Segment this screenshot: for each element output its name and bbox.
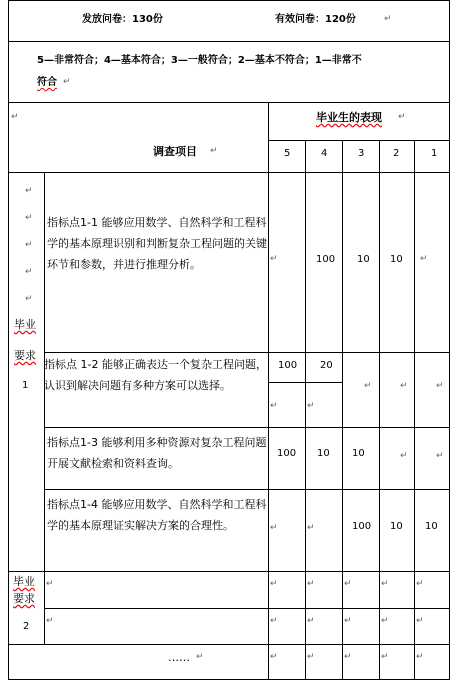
paragraph-mark: ↵ [307,579,315,589]
score-header-4: 4 [321,148,328,159]
requirement-1-label-line3: 1 [22,380,29,391]
distributed-count: 发放问卷：130份 [82,14,163,25]
paragraph-mark: ↵ [25,213,33,223]
indicator-1-4-score-2: 10 [390,521,403,532]
paragraph-mark: ↵ [307,523,315,533]
paragraph-mark: ↵ [344,616,352,626]
paragraph-mark: ↵ [63,77,71,87]
paragraph-mark: ↵ [398,112,406,122]
paragraph-mark: ↵ [210,146,218,156]
paragraph-mark: ↵ [25,186,33,196]
paragraph-mark: ↵ [11,112,19,122]
paragraph-mark: ↵ [436,451,444,461]
paragraph-mark: ↵ [270,523,278,533]
paragraph-mark: ↵ [416,579,424,589]
paragraph-mark: ↵ [400,381,408,391]
score-header-1: 1 [431,148,438,159]
score-header-5: 5 [284,148,291,159]
indicator-1-4-text: 指标点1-4 能够应用数学、自然科学和工程科学的基本原理证实解决方案的合理性。 [47,498,267,532]
paragraph-mark: ↵ [25,240,33,250]
paragraph-mark: ↵ [270,579,278,589]
indicator-1-3-score-3: 10 [352,448,365,459]
indicator-1-1-score-4: 100 [316,254,336,265]
scale-legend-line1: 5—非常符合；4—基本符合；3—一般符合；2—基本不符合；1—非常不 [37,55,362,66]
paragraph-mark: ↵ [381,652,389,662]
paragraph-mark: ↵ [46,579,54,589]
indicator-1-3-score-4: 10 [317,448,330,459]
paragraph-mark: ↵ [270,254,278,264]
paragraph-mark: ↵ [307,616,315,626]
paragraph-mark: ↵ [420,254,428,264]
indicator-1-3-score-5: 100 [277,448,297,459]
paragraph-mark: ↵ [307,401,315,411]
paragraph-mark: ↵ [196,652,204,662]
paragraph-mark: ↵ [270,401,278,411]
requirement-2-label-line1: 毕业 [13,575,35,588]
scale-legend-line2: 符合 [37,77,57,88]
indicator-1-4-score-3: 100 [352,521,372,532]
indicator-1-3-text: 指标点1-3 能够利用多种资源对复杂工程问题开展文献检索和资料查询。 [47,436,267,470]
paragraph-mark: ↵ [344,652,352,662]
paragraph-mark: ↵ [381,579,389,589]
graduate-performance-header: 毕业生的表现 [316,111,382,124]
survey-items-header: 调查项目 [153,145,197,158]
paragraph-mark: ↵ [25,294,33,304]
requirement-1-label-line1: 毕业 [14,318,36,331]
paragraph-mark: ↵ [416,652,424,662]
requirement-1-label-line2: 要求 [14,349,36,362]
requirement-2-label-line2: 要求 [13,592,35,605]
paragraph-mark: ↵ [25,267,33,277]
paragraph-mark: ↵ [344,579,352,589]
ellipsis: …… [168,651,190,664]
paragraph-mark: ↵ [364,381,372,391]
indicator-1-1-score-3: 10 [357,254,370,265]
indicator-1-1-score-2: 10 [390,254,403,265]
indicator-1-2-score-4: 20 [320,360,333,371]
requirement-2-label-line3: 2 [23,621,30,632]
indicator-1-1-text: 指标点1-1 能够应用数学、自然科学和工程科学的基本原理识别和判断复杂工程问题的关键环节和参数，并进行推理分析。 [47,216,267,271]
score-header-3: 3 [358,148,365,159]
valid-count: 有效问卷：120份 [275,14,356,25]
paragraph-mark: ↵ [270,652,278,662]
paragraph-mark: ↵ [307,652,315,662]
indicator-1-2-text: 指标点 1-2 能够正确表达一个复杂工程问题，认识到解决问题有多种方案可以选择。 [44,358,267,392]
paragraph-mark: ↵ [400,451,408,461]
paragraph-mark: ↵ [416,616,424,626]
paragraph-mark: ↵ [384,14,392,24]
indicator-1-4-score-1: 10 [425,521,438,532]
paragraph-mark: ↵ [436,381,444,391]
paragraph-mark: ↵ [270,616,278,626]
paragraph-mark: ↵ [381,616,389,626]
score-header-2: 2 [393,148,400,159]
indicator-1-2-score-5: 100 [278,360,298,371]
paragraph-mark: ↵ [46,616,54,626]
